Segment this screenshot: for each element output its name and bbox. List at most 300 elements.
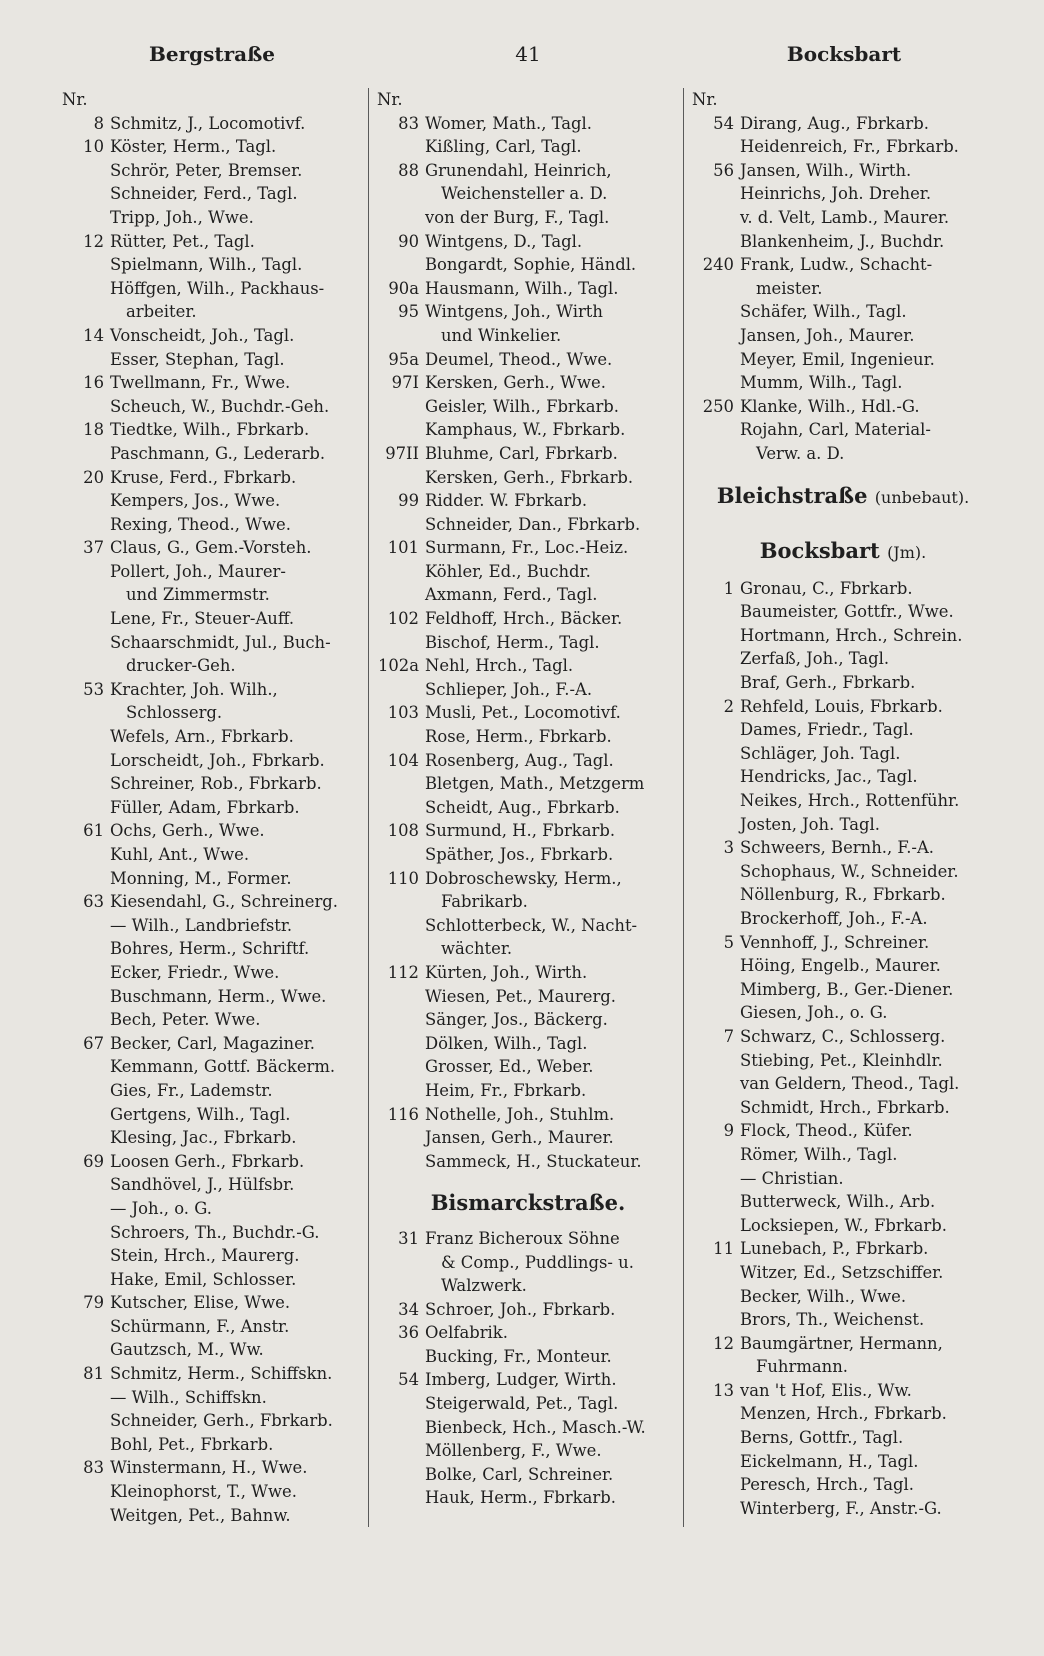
entry-row	[62, 1197, 364, 1221]
house-number	[692, 277, 740, 301]
house-number	[62, 1103, 110, 1127]
entry-row	[62, 1362, 364, 1386]
entry-row	[377, 1126, 679, 1150]
house-number: 13	[713, 1380, 734, 1400]
resident-entry: Wefels, Arn., Fbrkarb.	[110, 727, 294, 747]
house-number	[377, 937, 425, 961]
resident-entry: Schaarschmidt, Jul., Buch-	[110, 632, 331, 652]
house-number	[377, 513, 425, 537]
resident-entry: Schreiner, Rob., Fbrkarb.	[110, 774, 322, 794]
entry-row	[377, 1032, 679, 1056]
entry-row	[62, 1386, 364, 1410]
entry-row	[692, 300, 994, 324]
entry-row	[692, 765, 994, 789]
entry-row	[377, 1392, 679, 1416]
entry-row	[62, 560, 364, 584]
resident-entry: Hausmann, Wilh., Tagl.	[425, 278, 619, 298]
resident-entry: Womer, Math., Tagl.	[425, 113, 593, 133]
resident-entry: Brors, Th., Weichenst.	[740, 1310, 925, 1330]
house-number	[377, 772, 425, 796]
resident-entry: Gertgens, Wilh., Tagl.	[110, 1104, 291, 1124]
house-number	[692, 860, 740, 884]
header-left-street: Bergstraße	[148, 42, 276, 66]
entry-row	[62, 182, 364, 206]
entry-row	[62, 819, 364, 843]
entry-row	[692, 978, 994, 1002]
entry-row	[62, 1079, 364, 1103]
house-number: 2	[723, 696, 734, 716]
resident-entry: Josten, Joh. Tagl.	[740, 814, 880, 834]
house-number: 1	[723, 578, 734, 598]
house-number: 99	[398, 491, 419, 511]
entry-row	[377, 1008, 679, 1032]
entry-row	[62, 1315, 364, 1339]
house-number	[692, 1285, 740, 1309]
house-number	[377, 466, 425, 490]
resident-entry: Musli, Pet., Locomotivf.	[425, 703, 621, 723]
entry-row	[692, 1025, 994, 1049]
resident-entry: Loosen Gerh., Fbrkarb.	[110, 1151, 305, 1171]
resident-entry: Verw. a. D.	[756, 443, 845, 463]
entry-row	[62, 253, 364, 277]
entry-row	[62, 701, 364, 725]
page-number: 41	[515, 42, 541, 66]
resident-entry: Klesing, Jac., Fbrkarb.	[110, 1128, 297, 1148]
house-number: 116	[387, 1104, 419, 1124]
entry-row	[377, 230, 679, 254]
house-number	[377, 1486, 425, 1510]
resident-entry: Schürmann, F., Anstr.	[110, 1316, 290, 1336]
house-number	[62, 654, 110, 678]
house-number	[62, 701, 110, 725]
entry-row	[377, 489, 679, 513]
entry-row	[377, 395, 679, 419]
house-number	[377, 1055, 425, 1079]
house-number	[692, 135, 740, 159]
entry-row	[692, 789, 994, 813]
house-number	[62, 843, 110, 867]
resident-entry: Heinrichs, Joh. Dreher.	[740, 184, 932, 204]
house-number	[377, 631, 425, 655]
house-number: 112	[387, 962, 419, 982]
house-number: 5	[723, 932, 734, 952]
resident-entry: Gies, Fr., Lademstr.	[110, 1080, 273, 1100]
resident-entry: Kempers, Jos., Wwe.	[110, 491, 281, 511]
resident-entry: Axmann, Ferd., Tagl.	[425, 585, 598, 605]
resident-entry: Bolke, Carl, Schreiner.	[425, 1464, 614, 1484]
entry-row	[62, 466, 364, 490]
resident-entry: Tiedtke, Wilh., Fbrkarb.	[110, 420, 310, 440]
resident-entry: Hauk, Herm., Fbrkarb.	[425, 1488, 616, 1508]
entry-row	[377, 796, 679, 820]
house-number	[692, 765, 740, 789]
nr-label: Nr.	[62, 90, 88, 109]
resident-entry: Dames, Friedr., Tagl.	[740, 720, 914, 740]
resident-entry: & Comp., Puddlings- u.	[441, 1252, 634, 1272]
resident-entry: Nehl, Hrch., Tagl.	[425, 656, 574, 676]
house-number	[377, 1032, 425, 1056]
house-number: 88	[398, 160, 419, 180]
resident-entry: Schlotterbeck, W., Nacht-	[425, 915, 638, 935]
house-number	[62, 206, 110, 230]
entry-row	[62, 937, 364, 961]
resident-entry: Bohres, Herm., Schriftf.	[110, 939, 310, 959]
entry-row	[692, 931, 994, 955]
house-number: 10	[83, 137, 104, 157]
house-number	[62, 1338, 110, 1362]
resident-entry: Walzwerk.	[441, 1276, 527, 1296]
entry-row	[692, 836, 994, 860]
house-number: 14	[83, 325, 104, 345]
house-number: 104	[387, 750, 419, 770]
entry-row	[377, 749, 679, 773]
resident-entry: Braf, Gerh., Fbrkarb.	[740, 673, 916, 693]
entry-row	[62, 395, 364, 419]
entry-row	[377, 1251, 679, 1275]
resident-entry: Neikes, Hrch., Rottenführ.	[740, 791, 960, 811]
house-number	[377, 324, 425, 348]
house-number: 31	[398, 1228, 419, 1248]
entry-row	[377, 867, 679, 891]
resident-entry: — Joh., o. G.	[110, 1198, 212, 1218]
entry-row	[692, 1072, 994, 1096]
resident-entry: Winstermann, H., Wwe.	[110, 1458, 308, 1478]
resident-entry: Eickelmann, H., Tagl.	[740, 1451, 919, 1471]
house-number	[377, 1392, 425, 1416]
house-number	[62, 867, 110, 891]
entry-row	[62, 536, 364, 560]
house-number	[692, 978, 740, 1002]
entry-row	[62, 1480, 364, 1504]
entry-row	[692, 324, 994, 348]
resident-entry: und Zimmermstr.	[126, 585, 270, 605]
house-number	[62, 277, 110, 301]
house-number	[377, 985, 425, 1009]
entry-row	[377, 985, 679, 1009]
resident-entry: Berns, Gottfr., Tagl.	[740, 1428, 904, 1448]
resident-entry: Scheidt, Aug., Fbrkarb.	[425, 797, 620, 817]
house-number: 34	[398, 1299, 419, 1319]
resident-entry: Grosser, Ed., Weber.	[425, 1057, 594, 1077]
resident-entry: Bohl, Pet., Fbrkarb.	[110, 1434, 274, 1454]
house-number: 53	[83, 679, 104, 699]
entry-row	[377, 843, 679, 867]
house-number: 95a	[388, 349, 419, 369]
house-number	[692, 1355, 740, 1379]
resident-entry: Hake, Emil, Schlosser.	[110, 1269, 297, 1289]
entry-row	[692, 718, 994, 742]
house-number	[377, 1251, 425, 1275]
house-number	[692, 600, 740, 624]
resident-entry: Zerfaß, Joh., Tagl.	[740, 649, 890, 669]
resident-entry: — Christian.	[740, 1168, 844, 1188]
entry-row	[692, 671, 994, 695]
house-number	[62, 937, 110, 961]
entry-row	[62, 890, 364, 914]
house-number	[62, 583, 110, 607]
house-number	[62, 489, 110, 513]
entry-row	[62, 867, 364, 891]
resident-entry: Schmidt, Hrch., Fbrkarb.	[740, 1097, 950, 1117]
entry-row	[692, 1285, 994, 1309]
house-number: 250	[702, 396, 734, 416]
resident-entry: Jansen, Gerh., Maurer.	[425, 1128, 614, 1148]
resident-entry: Spielmann, Wilh., Tagl.	[110, 255, 303, 275]
resident-entry: Feldhoff, Hrch., Bäcker.	[425, 609, 623, 629]
resident-entry: Geisler, Wilh., Fbrkarb.	[425, 396, 620, 416]
entry-row	[62, 796, 364, 820]
resident-entry: Schmitz, J., Locomotivf.	[110, 113, 306, 133]
entry-row	[377, 583, 679, 607]
house-number: 54	[713, 113, 734, 133]
entry-row	[377, 1227, 679, 1251]
entry-row	[377, 253, 679, 277]
house-number	[692, 348, 740, 372]
resident-entry: Nothelle, Joh., Stuhlm.	[425, 1104, 615, 1124]
resident-entry: drucker-Geh.	[126, 656, 236, 676]
resident-entry: Köster, Herm., Tagl.	[110, 137, 277, 157]
entry-row	[377, 1345, 679, 1369]
house-number	[692, 182, 740, 206]
entry-row	[62, 749, 364, 773]
house-number	[692, 647, 740, 671]
entry-row	[692, 1261, 994, 1285]
house-number	[377, 583, 425, 607]
resident-entry: Jansen, Wilh., Wirth.	[740, 160, 912, 180]
entry-row	[377, 371, 679, 395]
resident-entry: Franz Bicheroux Söhne	[425, 1228, 620, 1248]
entry-row	[62, 1150, 364, 1174]
resident-entry: Ridder. W. Fbrkarb.	[425, 491, 588, 511]
entry-row	[377, 654, 679, 678]
resident-entry: Frank, Ludw., Schacht-	[740, 255, 933, 275]
entry-row	[377, 772, 679, 796]
entry-row	[377, 914, 679, 938]
house-number: 3	[723, 838, 734, 858]
entry-row	[692, 1214, 994, 1238]
resident-entry: Vennhoff, J., Schreiner.	[740, 932, 930, 952]
entry-row	[62, 1244, 364, 1268]
resident-entry: Nöllenburg, R., Fbrkarb.	[740, 885, 946, 905]
entry-row	[692, 206, 994, 230]
entry-row	[377, 135, 679, 159]
house-number	[692, 1261, 740, 1285]
entry-row	[62, 1456, 364, 1480]
section-title: Bocksbart	[759, 538, 880, 564]
entry-row	[377, 513, 679, 537]
resident-entry: Paschmann, G., Lederarb.	[110, 443, 326, 463]
entry-row	[692, 883, 994, 907]
house-number	[62, 513, 110, 537]
house-number: 108	[387, 821, 419, 841]
house-number	[62, 725, 110, 749]
resident-entry: Heim, Fr., Fbrkarb.	[425, 1080, 587, 1100]
house-number	[692, 789, 740, 813]
house-number	[62, 1126, 110, 1150]
house-number	[62, 1386, 110, 1410]
entry-row	[377, 1486, 679, 1510]
house-number	[692, 1167, 740, 1191]
resident-entry: Claus, G., Gem.-Vorsteh.	[110, 538, 312, 558]
resident-entry: Wiesen, Pet., Maurerg.	[425, 986, 616, 1006]
entry-row	[692, 695, 994, 719]
resident-entry: Locksiepen, W., Fbrkarb.	[740, 1215, 947, 1235]
entry-row	[377, 1439, 679, 1463]
house-number	[692, 624, 740, 648]
house-number	[692, 1426, 740, 1450]
entry-row	[692, 418, 994, 442]
entry-row	[377, 631, 679, 655]
resident-entry: Flock, Theod., Küfer.	[740, 1121, 913, 1141]
resident-entry: Peresch, Hrch., Tagl.	[740, 1475, 914, 1495]
house-number	[377, 395, 425, 419]
house-number: 56	[713, 160, 734, 180]
house-number	[62, 961, 110, 985]
house-number: 8	[93, 113, 104, 133]
entry-row	[377, 937, 679, 961]
house-number	[692, 418, 740, 442]
house-number	[692, 671, 740, 695]
entry-row	[62, 159, 364, 183]
entry-row	[62, 654, 364, 678]
house-number	[62, 1409, 110, 1433]
column-2	[368, 88, 679, 1527]
entry-row	[692, 1237, 994, 1261]
resident-entry: Rojahn, Carl, Material-	[740, 420, 931, 440]
house-number	[377, 135, 425, 159]
house-number	[62, 1268, 110, 1292]
resident-entry: Lorscheidt, Joh., Fbrkarb.	[110, 750, 325, 770]
entry-row	[377, 1274, 679, 1298]
house-number	[62, 1433, 110, 1457]
entry-row	[62, 489, 364, 513]
entry-row	[692, 600, 994, 624]
house-number	[377, 914, 425, 938]
house-number	[377, 843, 425, 867]
entry-row	[62, 230, 364, 254]
house-number	[692, 1001, 740, 1025]
house-number	[62, 560, 110, 584]
resident-entry: Hendricks, Jac., Tagl.	[740, 767, 918, 787]
resident-entry: Schlieper, Joh., F.-A.	[425, 679, 593, 699]
resident-entry: Kruse, Ferd., Fbrkarb.	[110, 467, 297, 487]
entry-row	[62, 442, 364, 466]
entry-row	[377, 418, 679, 442]
entry-row	[62, 1008, 364, 1032]
house-number	[692, 954, 740, 978]
resident-entry: Mumm, Wilh., Tagl.	[740, 373, 903, 393]
resident-entry: Bienbeck, Hch., Masch.-W.	[425, 1417, 646, 1437]
house-number: 102a	[377, 656, 419, 676]
house-number: 67	[83, 1033, 104, 1053]
column-1	[62, 88, 364, 1527]
house-number	[692, 718, 740, 742]
entry-row	[692, 954, 994, 978]
resident-entry: — Wilh., Landbriefstr.	[110, 915, 293, 935]
entry-row	[62, 112, 364, 136]
house-number	[692, 206, 740, 230]
resident-entry: Steigerwald, Pet., Tagl.	[425, 1394, 619, 1414]
entry-row	[692, 1143, 994, 1167]
house-number	[692, 1143, 740, 1167]
resident-entry: Bischof, Herm., Tagl.	[425, 632, 600, 652]
column-3-list-b	[692, 577, 994, 1521]
house-number	[62, 442, 110, 466]
resident-entry: Schneider, Ferd., Tagl.	[110, 184, 298, 204]
resident-entry: Höing, Engelb., Maurer.	[740, 956, 941, 976]
entry-row	[692, 230, 994, 254]
entry-row	[692, 1167, 994, 1191]
resident-entry: Twellmann, Fr., Wwe.	[110, 373, 291, 393]
house-number: 36	[398, 1323, 419, 1343]
entry-row	[692, 1402, 994, 1426]
resident-entry: Fuhrmann.	[756, 1357, 848, 1377]
house-number: 103	[387, 703, 419, 723]
house-number: 54	[398, 1370, 419, 1390]
entry-row	[692, 647, 994, 671]
house-number	[62, 159, 110, 183]
house-number	[377, 1150, 425, 1174]
entry-row	[62, 772, 364, 796]
entry-row	[377, 890, 679, 914]
house-number	[377, 1079, 425, 1103]
entry-row	[377, 1079, 679, 1103]
section-subtitle: (Jm).	[887, 543, 927, 563]
resident-entry: Gronau, C., Fbrkarb.	[740, 578, 913, 598]
entry-row	[692, 813, 994, 837]
resident-entry: Wintgens, D., Tagl.	[425, 231, 583, 251]
entry-row	[692, 371, 994, 395]
page-header	[62, 42, 994, 88]
house-number: 97I	[391, 373, 419, 393]
entry-row	[692, 1426, 994, 1450]
resident-entry: Kleinophorst, T., Wwe.	[110, 1482, 297, 1502]
resident-entry: Krachter, Joh. Wilh.,	[110, 679, 278, 699]
resident-entry: Grunendahl, Heinrich,	[425, 160, 612, 180]
entry-row	[62, 1173, 364, 1197]
house-number: 79	[83, 1293, 104, 1313]
entry-row	[62, 206, 364, 230]
resident-entry: Kiesendahl, G., Schreinerg.	[110, 892, 339, 912]
resident-entry: Kamphaus, W., Fbrkarb.	[425, 420, 626, 440]
house-number	[377, 206, 425, 230]
house-number	[692, 813, 740, 837]
entry-row	[377, 182, 679, 206]
house-number: 83	[398, 113, 419, 133]
resident-entry: Weichensteller a. D.	[441, 184, 608, 204]
house-number: 69	[83, 1151, 104, 1171]
resident-entry: Bluhme, Carl, Fbrkarb.	[425, 443, 618, 463]
resident-entry: Fabrikarb.	[441, 892, 528, 912]
columns	[62, 88, 994, 1527]
entry-row	[62, 513, 364, 537]
house-number	[62, 1173, 110, 1197]
house-number	[377, 725, 425, 749]
resident-entry: Butterweck, Wilh., Arb.	[740, 1192, 936, 1212]
house-number	[692, 1214, 740, 1238]
resident-entry: Schweers, Bernh., F.-A.	[740, 838, 934, 858]
house-number	[692, 1473, 740, 1497]
resident-entry: Deumel, Theod., Wwe.	[425, 349, 613, 369]
column-3	[683, 88, 994, 1527]
column-2-list-b	[377, 1227, 679, 1510]
entry-row	[62, 961, 364, 985]
house-number	[377, 1274, 425, 1298]
entry-row	[377, 1103, 679, 1127]
section-heading-bleichstrasse	[692, 466, 994, 522]
house-number	[62, 1221, 110, 1245]
column-3-list-a	[692, 112, 994, 466]
